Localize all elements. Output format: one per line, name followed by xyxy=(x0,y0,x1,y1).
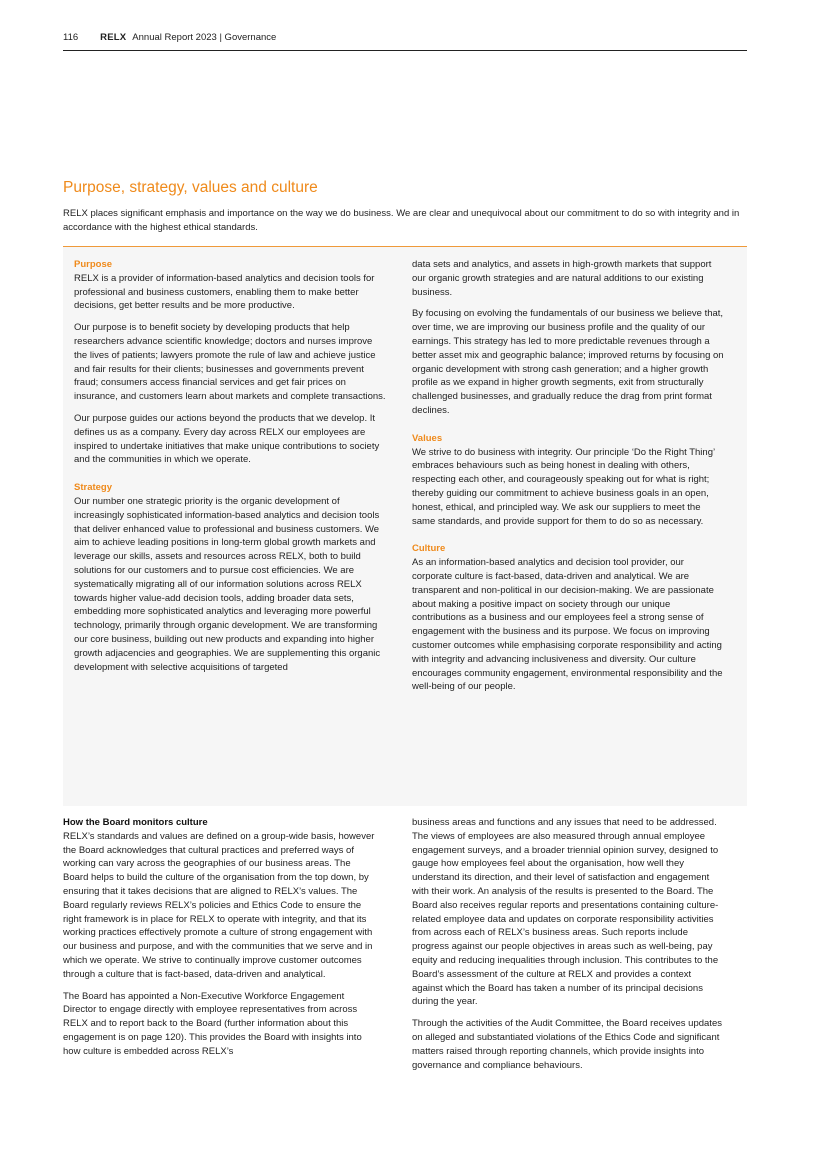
board-paragraph: The Board has appointed a Non-Executive Workforce Engagement Director to engage directly with employee representatives from across RELX and to report back to the Board (further information about this engagement is on page 120). This provides the Board with insights into how culture is embedded across RELX’s xyxy=(63,990,362,1057)
purpose-paragraph: Our purpose is to benefit society by developing products that help researchers advance scientific knowledge; doctors and nurses improve the lives of patients; lawyers promote the rule of law and achieve justice and fair results for their clients; businesses and governments prevent fraud; consumers access financial services and get fair prices on insurance, and customers learn about markets and complete transactions. xyxy=(74,322,386,403)
values-paragraph: We strive to do business with integrity. Our principle ‘Do the Right Thing’ embraces behaviours such as being honest in dealing with others, respecting each other, and courageously speaking out for what is right; thereby guiding our commitment to achieve business goals in an open, honest, ethical, and principled way. We ask our suppliers to meet the same standards, and provide support for them to do so as necessary. xyxy=(412,446,715,527)
page-title: Purpose, strategy, values and culture xyxy=(63,179,318,196)
page-header xyxy=(63,32,747,51)
purpose-paragraph: Our purpose guides our actions beyond the products that we develop. It defines us as a company. Every day across RELX our employees are inspired to undertake initiatives that make unique contributions to society and the communities in which we operate. xyxy=(74,412,380,466)
board-paragraph: Through the activities of the Audit Committee, the Board receives updates on alleged and substantiated violations of the Ethics Code and significant matters raised through reporting channels, which provide insights into governance and compliance behaviours. xyxy=(412,1018,722,1071)
panel-left-column xyxy=(74,258,386,682)
culture-heading: Culture xyxy=(412,543,446,555)
values-heading: Values xyxy=(412,432,443,444)
brand-name: RELX xyxy=(100,32,127,43)
page-number: 116 xyxy=(63,32,79,43)
culture-paragraph: As an information-based analytics and decision tool provider, our corporate culture is fact-based, data-driven and analytical. We are transparent and non-political in our decision-making. We are passionate about making a positive impact on society through our unique contributions as a business and our employees feel a strong sense of engagement with the business and its purpose. We focus on improving customer outcomes while emphasising corporate responsibility and acting with integrity and advancing inclusiveness and diversity. Our culture encourages community engagement, environmental responsibility and the well-being of our people. xyxy=(412,557,723,693)
panel-right-column xyxy=(412,258,724,702)
intro-text: RELX places significant emphasis and importance on the way we do business. We are clear and unequivocal about our commitment to do so with integrity and in accordance with the highest ethical standards. xyxy=(63,208,740,233)
strategy-paragraph: By focusing on evolving the fundamentals of our business we believe that, over time, we are improving our business profile and the quality of our earnings. This strategy has led to more predictable revenues through a better asset mix and geographic balance; improved returns by focusing on organic development with strong cash generation; and a higher growth profile as we expand in higher growth segments, exit from structurally challenged businesses, and gradually reduce the drag from print format declines. xyxy=(412,308,724,416)
purpose-paragraph: RELX is a provider of information-based analytics and decision tools for professional and business customers, enabling them to make better decisions, get better results and be more productive. xyxy=(74,272,375,312)
report-section: Annual Report 2023 | Governance xyxy=(132,32,277,43)
strategy-paragraph: Our number one strategic priority is the organic development of increasingly sophisticated information-based analytics and decision tools that deliver enhanced value to professional and business customers. We aim to achieve leading positions in long-term global growth markets and leverage our skills, assets and resources across RELX, both to build solutions for our customers and to pursue cost efficiencies. We are systematically migrating all of our information solutions across RELX towards higher value-add decision tools, adding broader data sets, embedding more sophisticated analytics and leveraging more powerful technology, primarily through organic development. We are transforming our core business, building out new products and expanding into higher growth adjacencies and geographies. We are supplementing this organic development with selective acquisitions of targeted xyxy=(74,495,381,673)
principles-panel xyxy=(63,246,747,806)
board-paragraph: RELX’s standards and values are defined on a group-wide basis, however the Board acknowledges that cultural practices and preferred ways of working can vary across the geographies of our business areas. The Board helps to build the culture of the organisation from the top down, by ensuring that it takes decisions that are aligned to RELX’s values. The Board regularly reviews RELX’s policies and Ethics Code to ensure the right framework is in place for RELX to operate with integrity, and that its working practices effectively promote a culture of strong engagement with our business and purpose, and with the communities that we serve and in which we operate. We strive to continually improve customer outcomes through a culture that is fact-based, data-driven and analytical. xyxy=(63,830,375,980)
strategy-paragraph: data sets and analytics, and assets in high-growth markets that support our organic growth strategies and are natural additions to our existing business. xyxy=(412,259,712,298)
strategy-heading: Strategy xyxy=(74,482,113,494)
purpose-heading: Purpose xyxy=(74,259,113,270)
board-left-column xyxy=(63,816,375,1067)
board-right-column xyxy=(412,816,724,1080)
board-paragraph: business areas and functions and any issues that need to be addressed. The views of employees are also measured through annual employee engagement surveys, and a broader triennial opinion survey, designed to gauge how employees feel about the organisation, how well they understand its direction, and their level of satisfaction and engagement with their work. An analysis of the results is presented to the Board. The Board also receives regular reports and presentations containing culture-related employee data and updates on corporate responsibility activities from across each of RELX’s business areas. Such reports include progress against our people objectives in areas such as well-being, pay equity and reducing inequalities through inclusion. This contributes to the Board’s assessment of the culture at RELX and provides a context against which the Board has taken a number of its principal decisions during the year. xyxy=(412,817,719,1008)
board-heading: How the Board monitors culture xyxy=(63,817,208,828)
